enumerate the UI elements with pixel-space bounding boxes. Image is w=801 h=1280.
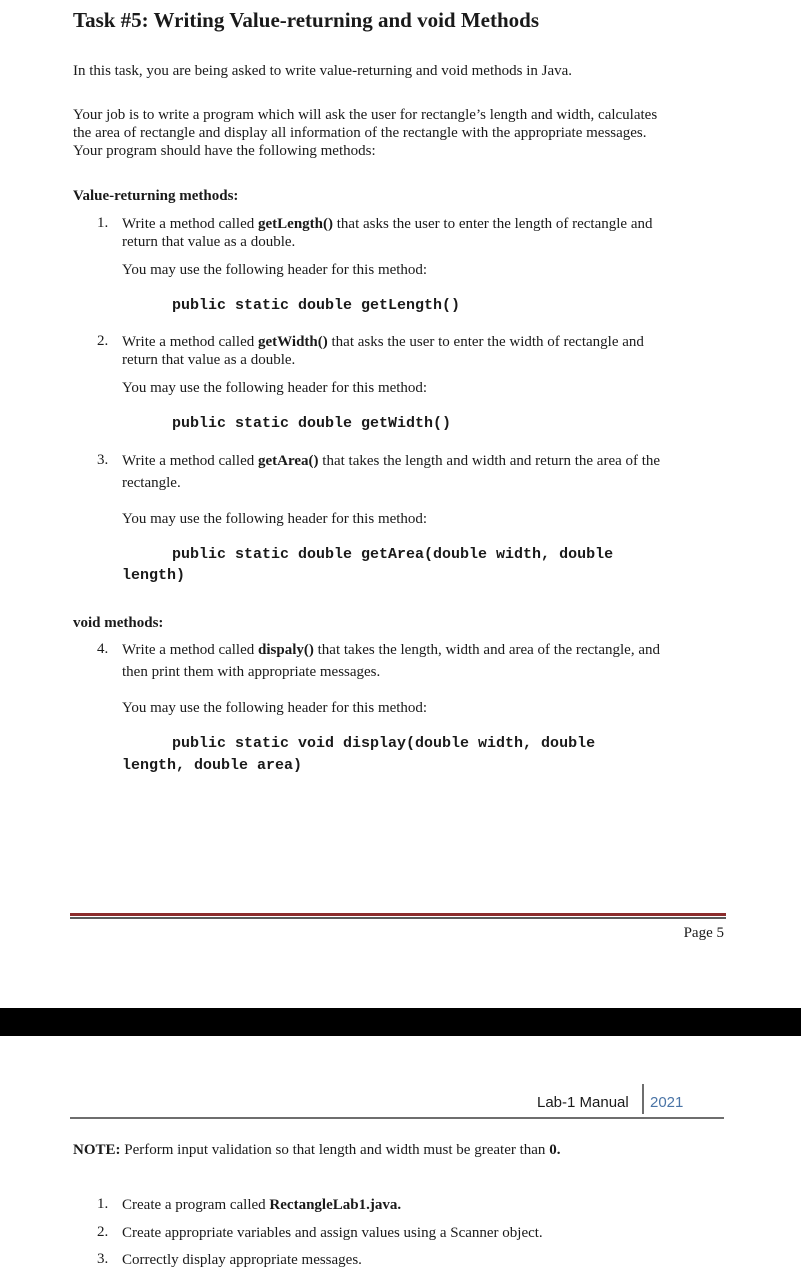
list-item-number: 4. <box>97 641 109 657</box>
header-hint: You may use the following header for this method: <box>122 511 428 527</box>
note-paragraph <box>73 1141 560 1159</box>
list-item-line2: return that value as a double. <box>122 352 296 368</box>
footer-rule <box>70 917 726 919</box>
item-text-pre: Write a method called <box>122 453 259 469</box>
item-text-post: that takes the length, width and area of the rectangle, and <box>313 642 660 658</box>
list-item-number: 3. <box>97 452 109 468</box>
header-rule <box>70 1117 724 1119</box>
note-label: NOTE: <box>73 1142 121 1158</box>
list-item-number: 2. <box>97 333 109 349</box>
code-header-continued: length, double area) <box>122 757 303 774</box>
list-item-text <box>122 1196 401 1214</box>
footer-rule-accent <box>70 913 726 916</box>
code-header: public static double getWidth() <box>172 415 452 432</box>
list-item-line2: then print them with appropriate messages. <box>122 664 381 680</box>
list-item-line2: rectangle. <box>122 475 181 491</box>
item-text-post: that takes the length and width and return the area of the <box>318 453 661 469</box>
list-item-line2: return that value as a double. <box>122 234 296 250</box>
item-text-post: that asks the user to enter the width of rectangle and <box>327 334 644 350</box>
page-number: Page 5 <box>683 925 724 941</box>
page-title: Task #5: Writing Value-returning and void Methods <box>73 8 539 32</box>
list-item-text: Create appropriate variables and assign values using a Scanner object. <box>122 1225 543 1241</box>
header-hint: You may use the following header for this method: <box>122 700 428 716</box>
intro-text: In this task, you are being asked to write value-returning and void methods in Java. <box>73 63 573 79</box>
list-item-text <box>122 215 652 233</box>
code-header-continued: length) <box>122 567 186 584</box>
list-item-text <box>122 452 660 470</box>
note-value: 0. <box>549 1142 561 1158</box>
header-lab-manual: Lab-1 Manual <box>537 1094 629 1111</box>
method-name: getWidth() <box>258 334 328 350</box>
item-text-pre: Write a method called <box>122 642 259 658</box>
list-item-number: 1. <box>97 1196 109 1212</box>
void-methods-heading: void methods: <box>73 615 164 631</box>
list-item-text <box>122 333 644 351</box>
value-returning-heading: Value-returning methods: <box>73 188 239 204</box>
header-hint: You may use the following header for this method: <box>122 380 428 396</box>
page-break-bar <box>0 1008 801 1036</box>
list-item-number: 1. <box>97 215 109 231</box>
header-year: 2021 <box>650 1094 684 1111</box>
header-hint: You may use the following header for this method: <box>122 262 428 278</box>
header-separator <box>642 1084 644 1114</box>
note-text: Perform input validation so that length and width must be greater than <box>120 1142 550 1158</box>
list-item-number: 3. <box>97 1251 109 1267</box>
item-text-pre: Create a program called <box>122 1197 270 1213</box>
file-name: RectangleLab1.java. <box>269 1197 402 1213</box>
item-text-post: that asks the user to enter the length of rectangle and <box>333 216 653 232</box>
method-name: dispaly() <box>258 642 314 658</box>
job-line-3: Your program should have the following methods: <box>73 143 376 159</box>
list-item-number: 2. <box>97 1224 109 1240</box>
job-line-1: Your job is to write a program which will ask the user for rectangle’s length and width, calculates <box>73 107 658 123</box>
job-line-2: the area of rectangle and display all information of the rectangle with the appropriate messages. <box>73 125 647 141</box>
code-header: public static void display(double width, double <box>172 735 596 752</box>
method-name: getArea() <box>258 453 319 469</box>
code-header: public static double getLength() <box>172 297 461 314</box>
item-text-pre: Write a method called <box>122 334 259 350</box>
item-text-pre: Write a method called <box>122 216 259 232</box>
list-item-text <box>122 641 660 659</box>
method-name: getLength() <box>258 216 334 232</box>
code-header: public static double getArea(double width, double <box>172 546 614 563</box>
list-item-text: Correctly display appropriate messages. <box>122 1252 362 1268</box>
